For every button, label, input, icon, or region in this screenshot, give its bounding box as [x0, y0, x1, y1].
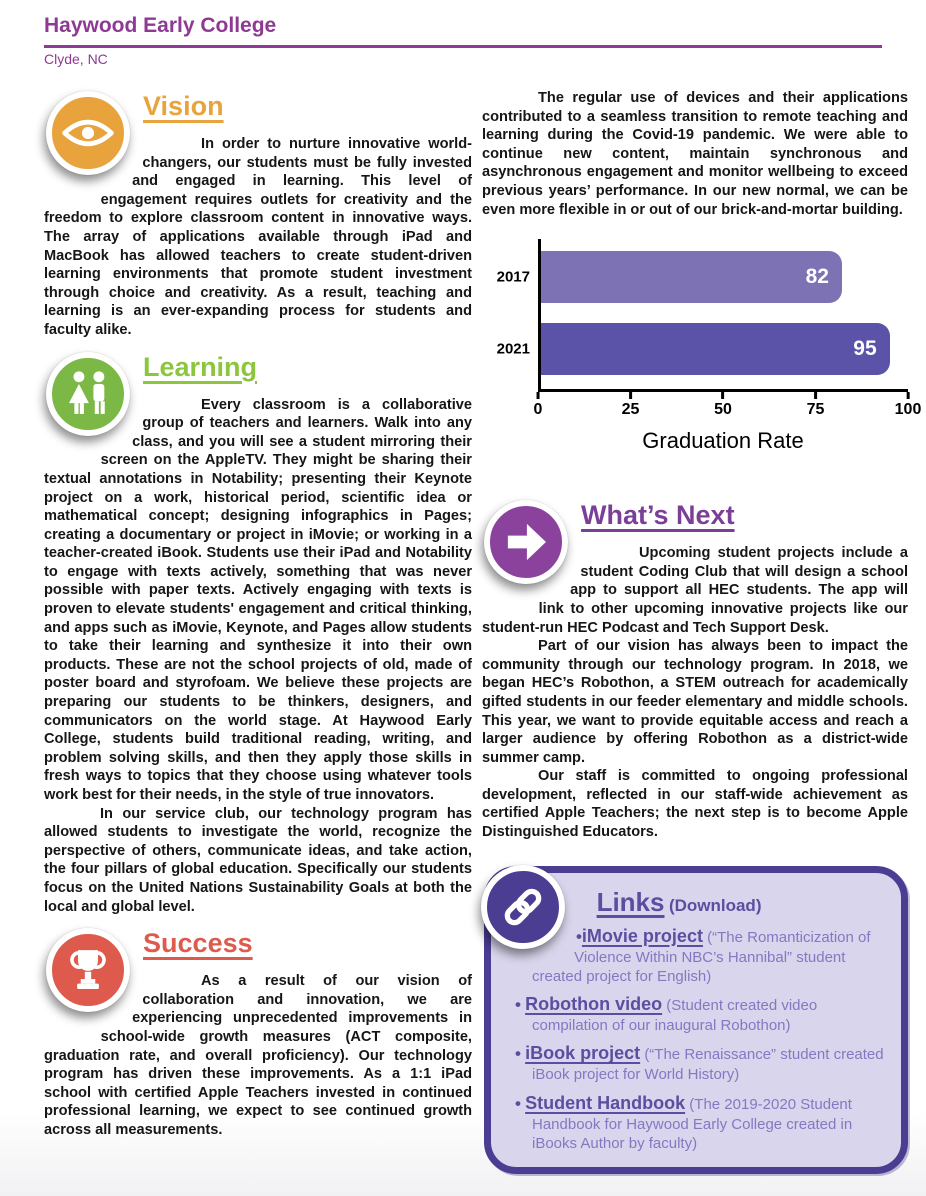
- section-success: [44, 926, 472, 1139]
- bullet-icon: •: [515, 995, 521, 1015]
- link-description: (The 2019-2020 Student Handbook for Haywood Early College created in iBooks Author by faculty): [532, 1095, 853, 1152]
- chart-row-2021: [496, 323, 908, 375]
- left-column: [44, 89, 472, 1150]
- success-badge: [44, 926, 146, 1032]
- success-heading: Success: [143, 928, 253, 959]
- section-learning: [44, 350, 472, 917]
- covid-text: The regular use of devices and their applications contributed to a seamless transition to remote teaching and learning during the Covid-19 pandemic. We were able to continue new content, maintain synchronous and asynchronous engagement and monitor wellbeing to exceed previous years’ performance. In our new normal, we can be even more flexible in or out of our brick-and-mortar building.: [482, 90, 908, 218]
- bullet-icon: •: [515, 1093, 521, 1113]
- robothon-video-link[interactable]: Robothon video: [525, 994, 663, 1015]
- learning-text-1: Every classroom is a collaborative group of teachers and learners. Walk into any class, and you will see a student mirroring their screen on the AppleTV. They might be sharing their textual annotations in Notability; presenting their Keynote project on a work, historical period, scientific idea or mathematical concept; designing infographics in Pages; creating a documentary or project in iMovie; or working in a teacher-created iBook. Students use their iPad and Notability to engage with texts actively, something that was never possible with paper texts. Actively engaging with texts is proven to elevate students' engagement and critical thinking, and apps such as iMovie, Keynote, and Pages allow students to take their learning and synthesize it into their own products. These are not the school projects of old, made of poster board and styrofoam. We believe these projects are preparing our students to be thinkers, designers, and communicators on the world stage. At Haywood Early College, students build traditional reading, writing, and problem solving skills, and then they apply those skills in fresh ways to topics that they choose using whatever tools work best for their needs, in the style of true innovators.: [44, 396, 472, 803]
- x-tick: 100: [895, 392, 922, 419]
- chart-x-axis-title: Graduation Rate: [642, 428, 804, 454]
- chart-plot-area: [496, 239, 908, 392]
- link-item-ibook: [515, 1042, 887, 1084]
- vision-text: In order to nurture innovative world-changers, our students must be fully invested and engaged in learning. This level of engagement requires outlets for creativity and the freedom to explore classroom content in innovative ways. The array of applications available through iPad and MacBook has allowed teachers to create student-driven learning environments that promote student investment through choice and creativity. As a result, teaching and learning is an ever-expanding process for students and faculty alike.: [44, 136, 472, 338]
- chain-link-icon: [495, 879, 551, 935]
- section-whats-next: [482, 498, 908, 842]
- whats-next-text-3: Our staff is committed to ongoing professional development, reflected in our staff-wide achievement as certified Apple Teachers; the next step is to become Apple Distinguished Educators.: [482, 768, 908, 841]
- chart-category-label: 2021: [496, 340, 530, 358]
- bullet-icon: •: [575, 926, 582, 946]
- links-title: Links: [596, 886, 665, 917]
- link-item-robothon: [515, 993, 887, 1035]
- right-column: [482, 89, 922, 1174]
- eye-icon: [58, 103, 118, 163]
- people-icon: [59, 365, 117, 423]
- link-description: (Student created video compilation of our inaugural Robothon): [532, 997, 818, 1035]
- school-name: Haywood Early College: [44, 14, 277, 37]
- success-text: As a result of our vision of collaboration and innovation, we are experiencing unprecedented improvements in school-wide growth measures (ACT composite, graduation rate, and overall proficiency). Our technology program has driven these improvements. As a 1:1 iPad school with certified Apple Teachers invested in continued professional learning, we expect to see continued growth across all measurements.: [44, 973, 472, 1138]
- links-download-label: (Download): [668, 895, 762, 915]
- graduation-rate-chart: [482, 239, 922, 454]
- imovie-project-link[interactable]: iMovie project: [581, 925, 703, 946]
- learning-badge: [44, 350, 146, 456]
- student-handbook-link[interactable]: Student Handbook: [525, 1092, 686, 1113]
- chart-category-label: 2017: [496, 268, 530, 286]
- bar-2021: [541, 323, 890, 375]
- trophy-icon: [59, 941, 117, 999]
- school-location: Clyde, NC: [44, 51, 108, 67]
- links-badge: [479, 863, 565, 949]
- bar-2017: [541, 251, 842, 303]
- links-box: [484, 866, 908, 1174]
- page-header: [44, 14, 912, 67]
- learning-heading: Learning: [143, 351, 258, 382]
- vision-heading: Vision: [143, 91, 224, 121]
- bar-value-label: 95: [853, 337, 877, 361]
- x-tick: 50: [714, 392, 732, 419]
- chart-x-axis: [533, 392, 922, 424]
- ibook-project-link[interactable]: iBook project: [525, 1043, 641, 1064]
- header-divider: [44, 45, 882, 48]
- link-item-handbook: [515, 1092, 887, 1153]
- x-tick: 0: [534, 392, 543, 419]
- section-vision: [44, 89, 472, 340]
- link-description: (“The Romanticization of Violence Within NBC’s Hannibal” student created project for English): [532, 928, 871, 985]
- chart-row-2017: [496, 251, 908, 303]
- bullet-icon: •: [515, 1044, 521, 1064]
- whats-next-text-1: Upcoming student projects include a student Coding Club that will design a school app to support all HEC students. The app will link to other upcoming innovative projects like our student-run HEC Podcast and Tech Support Desk.: [482, 545, 908, 636]
- whats-next-heading: What’s Next: [581, 500, 735, 531]
- link-description: (“The Renaissance” student created iBook project for World History): [532, 1046, 884, 1084]
- x-tick: 75: [807, 392, 825, 419]
- arrow-right-icon: [497, 513, 555, 571]
- bar-value-label: 82: [805, 265, 829, 289]
- whats-next-text-2: Part of our vision has always been to impact the community through our technology program. In 2018, we began HEC’s Robothon, a STEM outreach for academically gifted students in our feeder elementary and middle schools. This year, we want to provide equitable access and reach a larger audience by offering Robothon as a district-wide summer camp.: [482, 638, 908, 766]
- learning-text-2: In our service club, our technology program has allowed students to investigate the world, recognize the perspective of others, communicate ideas, and take action, the four pillars of global education. Specifically our students focus on the United Nations Sustainability Goals at both the local and global level.: [44, 805, 472, 915]
- whats-next-badge: [482, 498, 584, 604]
- vision-badge: [44, 89, 146, 195]
- x-tick: 25: [622, 392, 640, 419]
